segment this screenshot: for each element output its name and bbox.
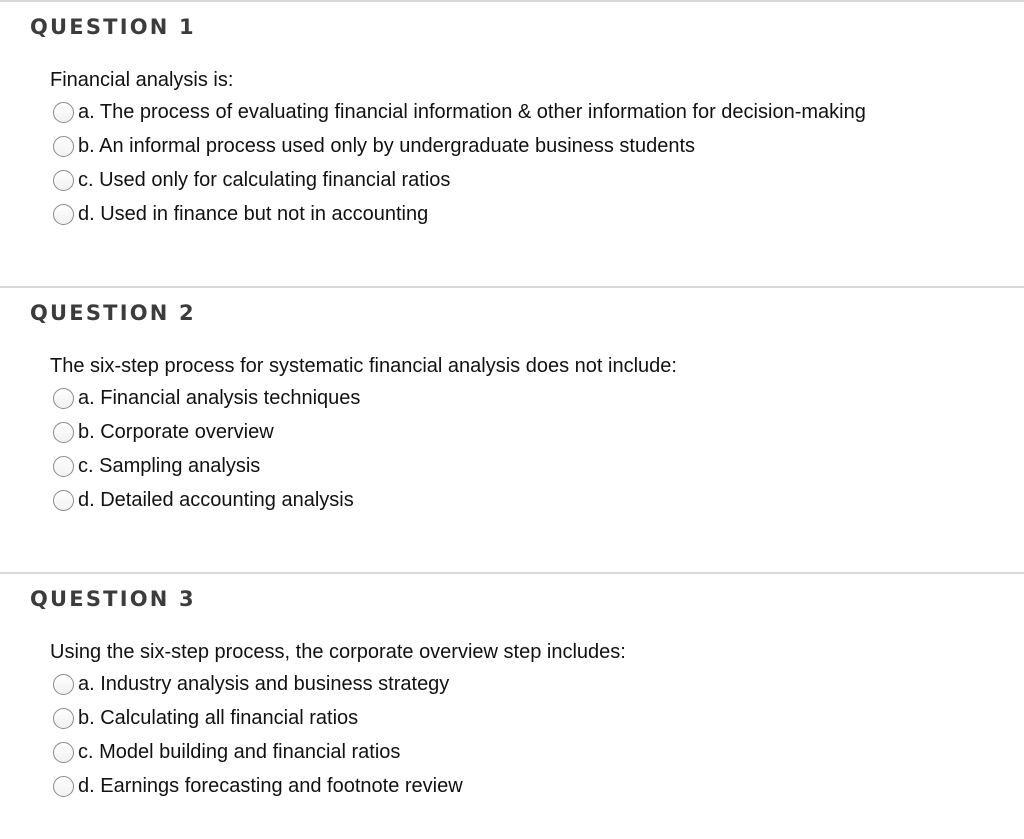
question-header: QUESTION 3 [30, 587, 196, 611]
option-label[interactable]: a. Industry analysis and business strategy [78, 673, 450, 695]
option-c[interactable] [50, 449, 1004, 483]
radio-button[interactable] [53, 776, 74, 797]
answer-options [50, 381, 1004, 517]
answer-options [50, 95, 1004, 231]
answer-options [50, 667, 1004, 803]
option-label[interactable]: c. Used only for calculating financial ratios [78, 169, 451, 191]
option-label[interactable]: a. The process of evaluating financial information & other information for decision-making [78, 101, 866, 123]
option-label[interactable]: d. Used in finance but not in accounting [78, 203, 429, 225]
radio-button[interactable] [53, 742, 74, 763]
option-c[interactable] [50, 735, 1004, 769]
option-label[interactable]: d. Detailed accounting analysis [78, 489, 354, 511]
question-header: QUESTION 2 [30, 301, 196, 325]
option-a[interactable] [50, 667, 1004, 701]
option-a[interactable] [50, 381, 1004, 415]
question-prompt: Financial analysis is: [50, 69, 234, 91]
option-b[interactable] [50, 701, 1004, 735]
option-b[interactable] [50, 415, 1004, 449]
option-label[interactable]: d. Earnings forecasting and footnote review [78, 775, 463, 797]
radio-button[interactable] [53, 490, 74, 511]
question-body [50, 68, 1004, 231]
option-label[interactable]: b. An informal process used only by undergraduate business students [78, 135, 696, 157]
radio-button[interactable] [53, 204, 74, 225]
question-body [50, 640, 1004, 803]
question-1 [0, 0, 1024, 286]
option-b[interactable] [50, 129, 1004, 163]
radio-button[interactable] [53, 422, 74, 443]
radio-button[interactable] [53, 102, 74, 123]
option-d[interactable] [50, 197, 1004, 231]
radio-button[interactable] [53, 674, 74, 695]
question-2 [0, 286, 1024, 572]
radio-button[interactable] [53, 388, 74, 409]
option-label[interactable]: c. Sampling analysis [78, 455, 261, 477]
option-label[interactable]: b. Corporate overview [78, 421, 274, 443]
radio-button[interactable] [53, 136, 74, 157]
question-header: QUESTION 1 [30, 15, 196, 39]
question-3 [0, 572, 1024, 839]
option-d[interactable] [50, 769, 1004, 803]
radio-button[interactable] [53, 456, 74, 477]
option-d[interactable] [50, 483, 1004, 517]
option-c[interactable] [50, 163, 1004, 197]
question-body [50, 354, 1004, 517]
option-label[interactable]: b. Calculating all financial ratios [78, 707, 359, 729]
question-prompt: The six-step process for systematic financial analysis does not include: [50, 355, 677, 377]
option-a[interactable] [50, 95, 1004, 129]
radio-button[interactable] [53, 708, 74, 729]
option-label[interactable]: a. Financial analysis techniques [78, 387, 361, 409]
radio-button[interactable] [53, 170, 74, 191]
option-label[interactable]: c. Model building and financial ratios [78, 741, 401, 763]
question-prompt: Using the six-step process, the corporate overview step includes: [50, 641, 626, 663]
